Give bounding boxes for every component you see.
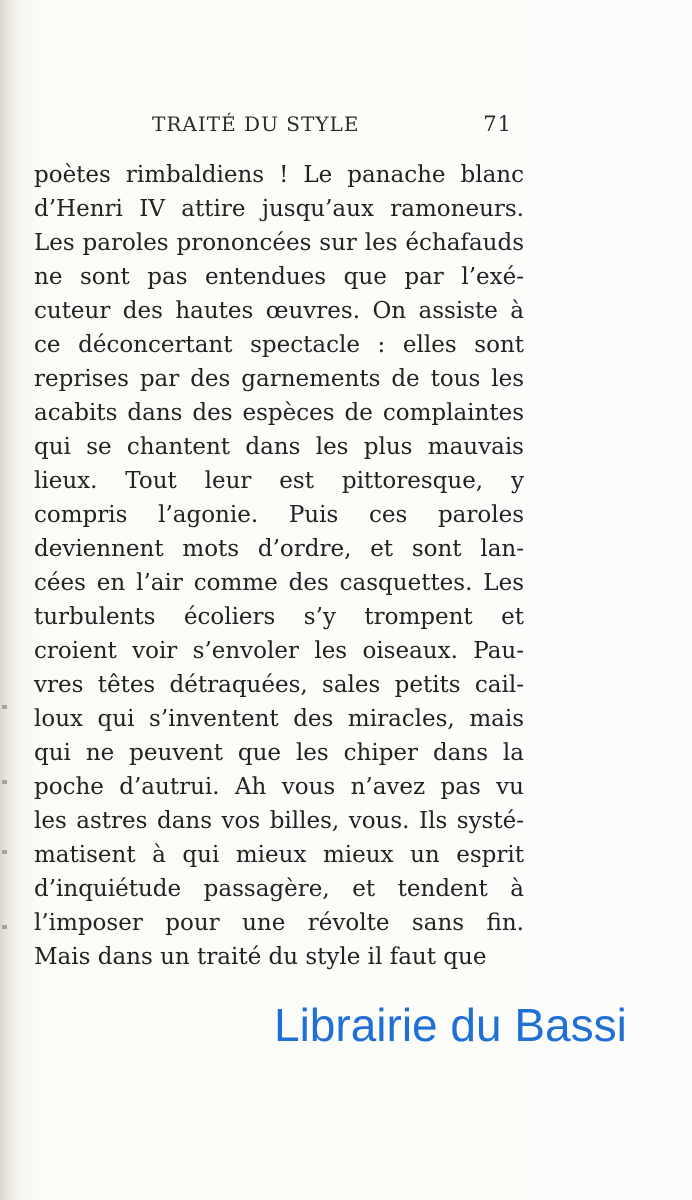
text-line: cées en l’air comme des casquettes. Les <box>34 570 524 596</box>
page-number: 71 <box>483 112 512 136</box>
text-line: les astres dans vos billes, vous. Ils systé- <box>34 808 524 834</box>
text-line: compris l’agonie. Puis ces paroles <box>34 502 524 528</box>
text-line: matisent à qui mieux mieux un esprit <box>34 842 524 868</box>
page-binding-edge <box>0 0 18 1200</box>
text-line: qui se chantent dans les plus mauvais <box>34 434 524 460</box>
text-line: reprises par des garnements de tous les <box>34 366 524 392</box>
text-line: ne sont pas entendues que par l’exé- <box>34 264 524 290</box>
body-text <box>34 158 524 978</box>
binding-mark <box>2 705 7 709</box>
text-line: cuteur des hautes œuvres. On assiste à <box>34 298 524 324</box>
text-line: poètes rimbaldiens ! Le panache blanc <box>34 162 524 188</box>
text-line: Mais dans un traité du style il faut que <box>34 944 487 970</box>
binding-mark <box>2 850 7 854</box>
text-line: acabits dans des espèces de complaintes <box>34 400 524 426</box>
text-line: ce déconcertant spectacle : elles sont <box>34 332 524 358</box>
page-header <box>152 112 522 142</box>
text-line: croient voir s’envoler les oiseaux. Pau- <box>34 638 524 664</box>
text-line: deviennent mots d’ordre, et sont lan- <box>34 536 524 562</box>
text-line: d’Henri IV attire jusqu’aux ramoneurs. <box>34 196 524 222</box>
running-title: TRAITÉ DU STYLE <box>152 112 360 136</box>
text-line: loux qui s’inventent des miracles, mais <box>34 706 524 732</box>
text-line: turbulents écoliers s’y trompent et <box>34 604 524 630</box>
text-line: d’inquiétude passagère, et tendent à <box>34 876 524 902</box>
text-line: qui ne peuvent que les chiper dans la <box>34 740 524 766</box>
text-line: l’imposer pour une révolte sans fin. <box>34 910 524 936</box>
binding-mark <box>2 925 7 929</box>
text-line: lieux. Tout leur est pittoresque, y <box>34 468 524 494</box>
text-line: Les paroles prononcées sur les échafauds <box>34 230 524 256</box>
seller-watermark: Librairie du Bassi <box>274 999 627 1051</box>
binding-mark <box>2 780 7 784</box>
text-line: vres têtes détraquées, sales petits cail- <box>34 672 524 698</box>
text-line: poche d’autrui. Ah vous n’avez pas vu <box>34 774 524 800</box>
